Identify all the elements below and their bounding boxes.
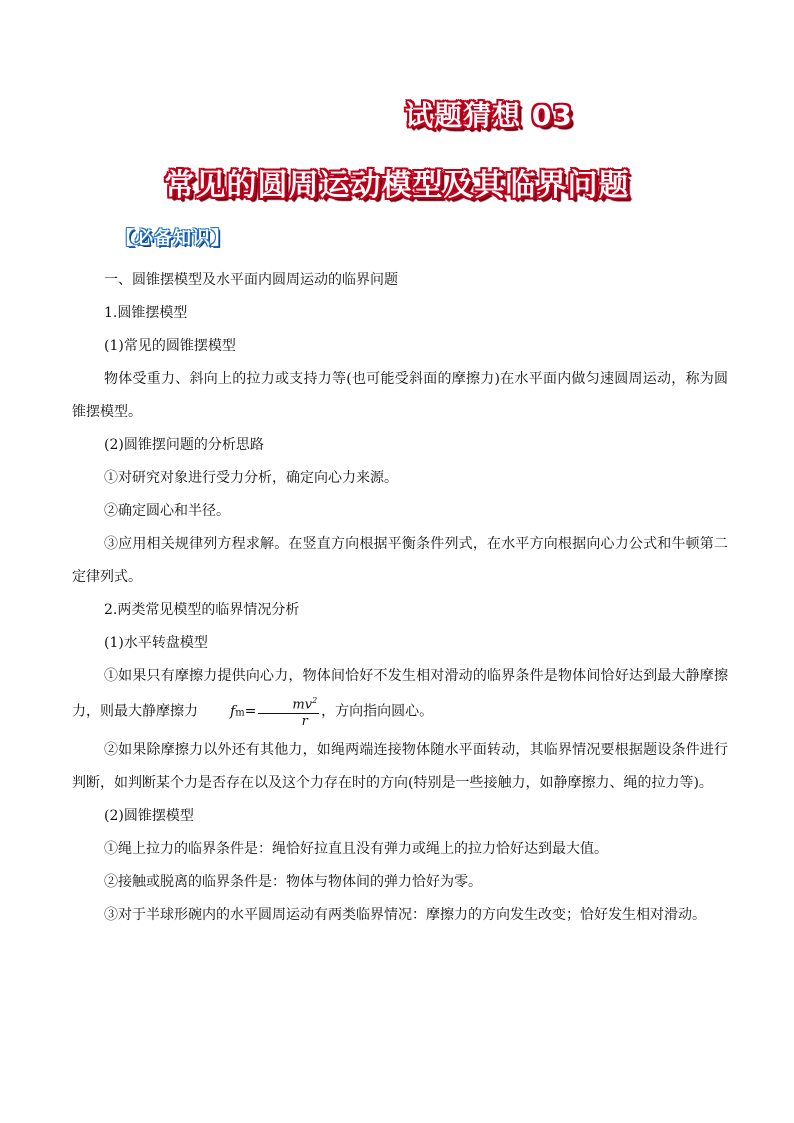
heading-1-1-1: (1)常见的圆锥摆模型 bbox=[104, 338, 236, 354]
heading-1: 一、圆锥摆模型及水平面内圆周运动的临界问题 bbox=[104, 272, 398, 288]
formula-num-exp: 2 bbox=[312, 696, 318, 705]
heading-1-1: 1.圆锥摆模型 bbox=[104, 305, 188, 321]
friction-formula bbox=[198, 693, 321, 730]
heading-1-2-2: (2)圆锥摆模型 bbox=[104, 808, 194, 825]
page-title: 常见的圆周运动模型及其临界问题 bbox=[164, 168, 630, 203]
formula-lhs: f bbox=[230, 703, 236, 720]
paragraph-text: ①如果只有摩擦力提供向心力，物体间恰好不发生相对滑动的临界条件是物体间恰好达到最大静摩擦力，则最大静摩擦力 bbox=[72, 668, 728, 720]
list-item-with-formula bbox=[72, 660, 728, 730]
heading-1-2-1: (1)水平转盘模型 bbox=[104, 635, 208, 651]
list-item: ①对研究对象进行受力分析，确定向心力来源。 bbox=[104, 470, 398, 486]
list-item: ③应用相关规律列方程求解。在竖直方向根据平衡条件列式，在水平方向根据向心力公式和牛顿第二定律列式。 bbox=[72, 536, 728, 585]
list-item: ①绳上拉力的临界条件是：绳恰好拉直且没有弹力或绳上的拉力恰好达到最大值。 bbox=[104, 841, 608, 858]
list-item: ③对于半球形碗内的水平圆周运动有两类临界情况：摩擦力的方向发生改变；恰好发生相对滑动。 bbox=[104, 907, 706, 924]
list-item: ②接触或脱离的临界条件是：物体与物体间的弹力恰好为零。 bbox=[104, 874, 482, 891]
formula-eq: = bbox=[244, 703, 257, 720]
formula-lhs-sub: m bbox=[235, 707, 245, 719]
section-tag: 【必备知识】 bbox=[116, 228, 230, 249]
formula-num-base: mv bbox=[292, 697, 313, 713]
page-title-number: 试题猜想 03 bbox=[405, 99, 573, 132]
formula-fraction bbox=[258, 693, 319, 730]
paragraph: 物体受重力、斜向上的拉力或支持力等(也可能受斜面的摩擦力)在水平面内做匀速圆周运动，称为圆锥摆模型。 bbox=[72, 371, 728, 420]
paragraph-text-tail: ，方向指向圆心。 bbox=[321, 703, 434, 720]
list-item: ②如果除摩擦力以外还有其他力，如绳两端连接物体随水平面转动，其临界情况要根据题设条件进行判断，如判断某个力是否存在以及这个力存在时的方向(特别是一些接触力，如静摩擦力、绳的拉力等)。 bbox=[72, 742, 728, 792]
heading-1-1-2: (2)圆锥摆问题的分析思路 bbox=[104, 437, 264, 453]
list-item: ②确定圆心和半径。 bbox=[104, 503, 230, 519]
formula-numerator bbox=[258, 693, 319, 714]
document-body bbox=[72, 264, 728, 932]
formula-denominator: r bbox=[301, 714, 308, 730]
heading-1-2: 2.两类常见模型的临界情况分析 bbox=[104, 602, 300, 618]
